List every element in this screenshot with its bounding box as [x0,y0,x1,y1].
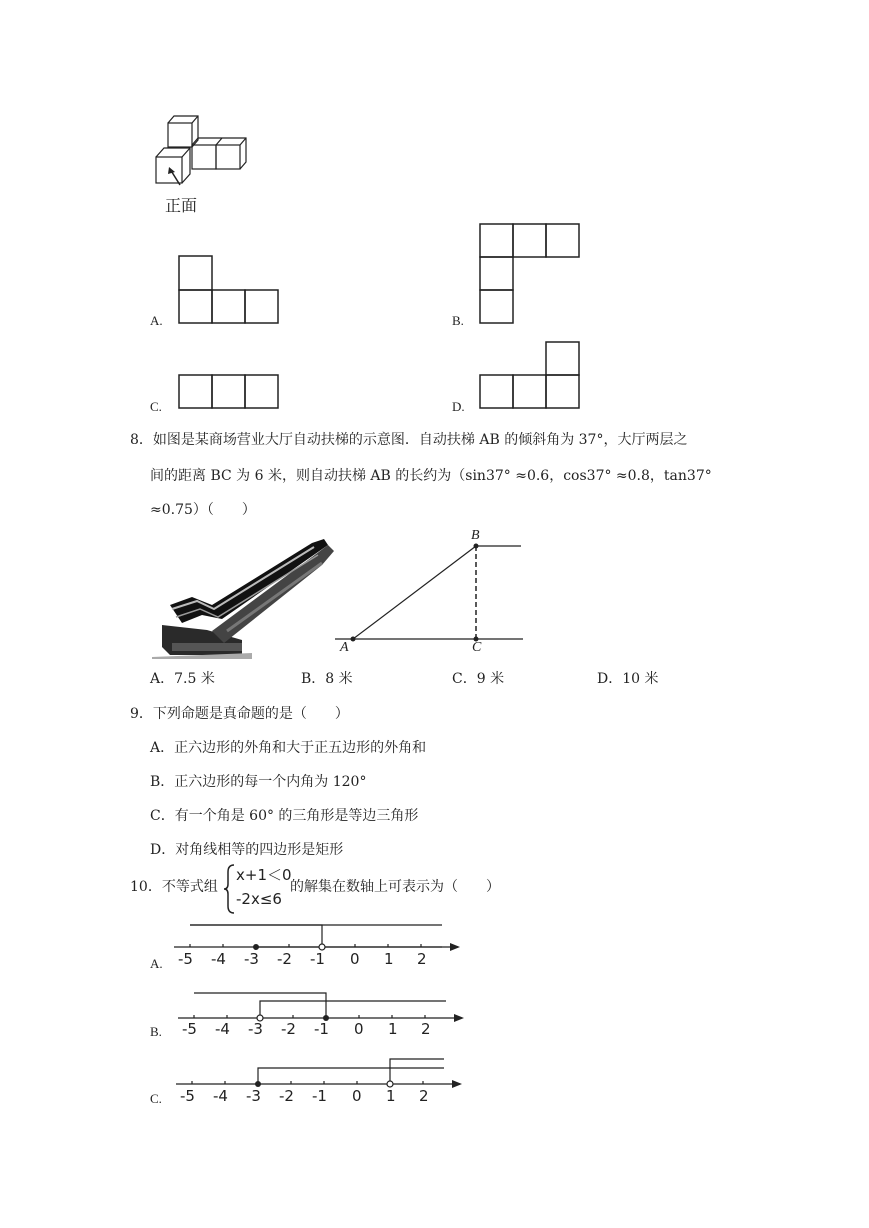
tick-label: -5 [182,1020,197,1038]
q10-option-b-letter[interactable]: B. [150,1024,162,1039]
tick-label: -3 [246,1087,261,1105]
point-a-label: A [340,640,349,655]
option-d-figure [479,341,589,413]
q9-option-d[interactable]: D．对角线相等的四边形是矩形 [150,842,344,858]
tick-label: 0 [354,1020,364,1038]
inequality-1: x+1＜0 [236,866,292,884]
option-a-figure [178,255,288,325]
tick-label: 2 [421,1020,431,1038]
tick-label: 1 [384,950,394,968]
tick-label: 0 [352,1087,362,1105]
q8-option-c[interactable]: C．9 米 [452,671,505,687]
inequality-2: -2x≤6 [236,890,282,908]
tick-label: -3 [244,950,259,968]
tick-label: -1 [310,950,325,968]
tick-label: 1 [386,1087,396,1105]
tick-label: -1 [312,1087,327,1105]
tick-label: 2 [419,1087,429,1105]
q10-stem-prefix: 10．不等式组 [130,879,218,895]
tick-label: -4 [211,950,226,968]
tick-label: 0 [350,950,360,968]
system-brace [224,864,236,914]
front-label: 正面 [165,196,198,215]
tick-label: -4 [215,1020,230,1038]
point-b-label: B [471,528,480,543]
tick-label: -4 [213,1087,228,1105]
option-b-figure [479,223,589,328]
option-c-figure [178,374,288,414]
tick-label: 2 [417,950,427,968]
q10-option-c-letter[interactable]: C. [150,1091,162,1106]
tick-label: -2 [279,1087,294,1105]
number-line-a-ticks [178,950,458,968]
q9-stem: 9．下列命题是真命题的是（ ） [130,706,349,722]
tick-label: -3 [248,1020,263,1038]
q8-option-a[interactable]: A．7.5 米 [150,671,215,687]
tick-label: -2 [277,950,292,968]
q10-option-a-letter[interactable]: A. [150,956,163,971]
escalator-image [152,535,342,660]
number-line-b-ticks [182,1020,462,1038]
q8-stem-line1: 8．如图是某商场营业大厅自动扶梯的示意图．自动扶梯 AB 的倾斜角为 37°，大厅两层之 [130,432,688,448]
tick-label: -5 [180,1087,195,1105]
tick-label: -2 [281,1020,296,1038]
q9-option-c[interactable]: C．有一个角是 60° 的三角形是等边三角形 [150,808,419,824]
q9-option-b[interactable]: B．正六边形的每一个内角为 120° [150,774,367,790]
q8-stem-line3: ≈0.75）（ ） [150,502,256,518]
q9-option-a[interactable]: A．正六边形的外角和大于正五边形的外角和 [150,740,427,756]
escalator-diagram [335,535,535,655]
q8-option-d[interactable]: D．10 米 [597,671,659,687]
tick-label: 1 [388,1020,398,1038]
q10-stem-suffix: 的解集在数轴上可表示为（ ） [290,879,500,895]
point-c-label: C [472,640,482,655]
tick-label: -1 [314,1020,329,1038]
q8-stem-line2: 间的距离 BC 为 6 米，则自动扶梯 AB 的长约为（sin37° ≈0.6，cos37° ≈0.8，tan37° [150,468,712,484]
number-line-c-ticks [180,1087,460,1105]
q8-option-b[interactable]: B．8 米 [301,671,353,687]
number-line-c [172,1052,472,1092]
tick-label: -5 [178,950,193,968]
option-b-letter[interactable]: B. [452,313,464,328]
option-d-letter[interactable]: D. [452,399,465,414]
option-c-letter[interactable]: C. [150,399,162,414]
option-a-letter[interactable]: A. [150,313,163,328]
